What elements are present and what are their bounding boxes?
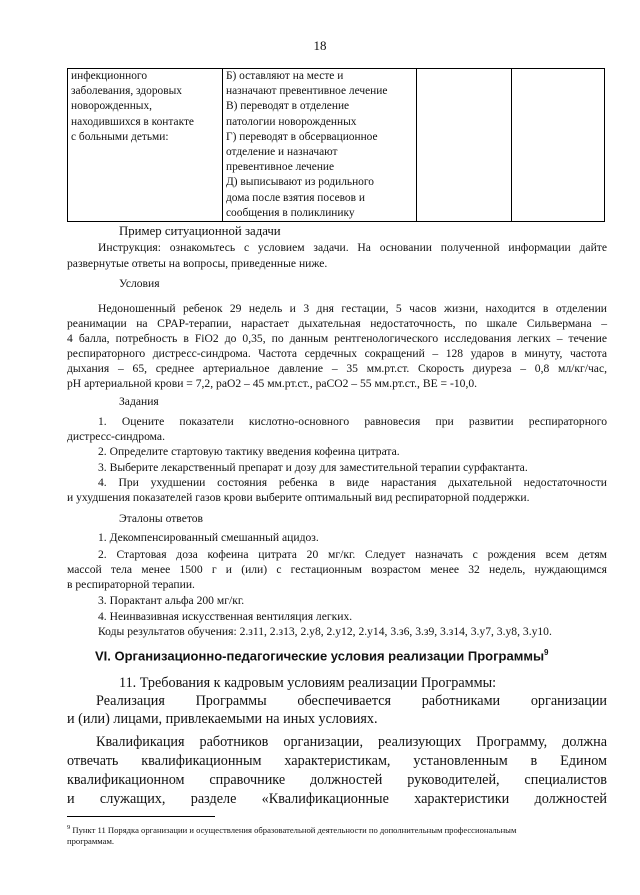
section-title (95, 648, 549, 663)
conditions-line: Недоношенный ребенок 29 недель и 3 дня гестации, 5 часов жизни, находится в отделении (98, 302, 607, 315)
example-heading: Пример ситуационной задачи (119, 224, 281, 238)
conditions-line: реанимации на CPAP-терапии, нарастает дыхательная недостаточность, по шкале Сильвермана – (67, 317, 607, 330)
body-line: и служащих, разделе «Квалификационные характеристики должностей (67, 791, 607, 807)
conditions-heading: Условия (119, 277, 160, 290)
table-text-line: отделение и назначают (226, 146, 338, 159)
conditions-line: респираторного дистресс-синдрома. Частота сердечных сокращений – 128 ударов в минуту, частота (67, 347, 607, 360)
instruction-line: развернутые ответы на вопросы, приведенные ниже. (67, 257, 328, 270)
footnote-text: Пункт 11 Порядка организации и осуществления образовательной деятельности по дополнительным профессиональным (72, 824, 517, 835)
task-line: дистресс-синдрома. (67, 430, 165, 443)
body-line: Реализация Программы обеспечивается работниками организации (96, 693, 607, 709)
answer-line: 3. Порактант альфа 200 мг/кг. (98, 594, 245, 607)
task-line: 4. При ухудшении состояния ребенка в виде нарастания дыхательной недостаточности (98, 476, 607, 489)
table-cell-empty (512, 69, 605, 222)
table-text-line: заболевания, здоровых (71, 85, 182, 98)
table-text-line: новорожденных, (71, 100, 153, 113)
table-text-line: Г) переводят в обсервационное (226, 130, 378, 143)
section-title-text: VI. Организационно-педагогические условия реализации Программы (95, 648, 545, 664)
conditions-line: дыхания – 65, среднее артериальное давление – 35 мм.рт.ст. Скорость диуреза – 0,8 мл/кг/час, (67, 362, 607, 375)
footnote-line: программам. (67, 835, 115, 846)
body-line: Квалификация работников организации, реализующих Программу, должна (96, 734, 607, 750)
table-text-line: дома после взятия посевов и (226, 191, 365, 204)
tasks-heading: Задания (119, 395, 159, 408)
task-line: 3. Выберите лекарственный препарат и дозу для заместительной терапии сурфактанта. (98, 461, 528, 474)
answer-table (67, 68, 605, 222)
table-text-line: Б) оставляют на месте и (226, 70, 344, 82)
table-text-line: с больными детьми: (71, 130, 169, 143)
table-cell-options (223, 69, 417, 222)
answer-line: 2. Стартовая доза кофеина цитрата 20 мг/кг. Следует назначать с рождения всем детям (98, 548, 607, 561)
table-text-line: назначают превентивное лечение (226, 85, 388, 98)
table-cell-question (68, 69, 223, 222)
body-line: квалификационном справочнике должностей руководителей, специалистов (67, 772, 607, 788)
table-cell-empty (417, 69, 512, 222)
answer-line: 4. Неинвазивная искусственная вентиляция легких. (98, 610, 353, 623)
table-text-line: превентивное лечение (226, 161, 335, 174)
table-text-line: патологии новорожденных (226, 115, 357, 128)
footnote-reference: 9 (544, 648, 549, 657)
task-line: и ухудшения показателей газов крови выберите оптимальный вид респираторной поддержки. (67, 491, 530, 504)
table-text-line: сообщения в поликлинику (226, 206, 355, 219)
table-text-line: инфекционного (71, 70, 148, 82)
table-row (68, 69, 605, 222)
table-text-line: Д) выписывают из родильного (226, 176, 374, 189)
conditions-line: pH артериальной крови = 7,2, paO2 – 45 мм.рт.ст., paCO2 – 55 мм.рт.ст., BE = -10,0. (67, 377, 478, 390)
answer-line: в респираторной терапии. (67, 578, 195, 591)
task-line: 1. Оцените показатели кислотно-основного равновесия при развитии респираторного (98, 415, 607, 428)
footnote-divider (67, 816, 215, 817)
learning-codes: Коды результатов обучения: 2.з11, 2.з13, 2.у8, 2.у12, 2.у14, 3.з6, 3.з9, 3.з14, 3.у7, 3.у8, 3.у10. (98, 625, 552, 638)
page-number: 18 (313, 38, 327, 53)
task-line: 2. Определите стартовую тактику введения кофеина цитрата. (98, 445, 400, 458)
body-line: отвечать квалификационным характеристикам, установленным в Едином (67, 753, 607, 769)
subsection-heading: 11. Требования к кадровым условиям реализации Программы: (119, 675, 497, 691)
footnote-line (67, 822, 607, 836)
footnote (67, 822, 607, 847)
conditions-line: 4 балла, потребность в FiO2 до 0,35, по данным рентгенологического исследования легких – течение (67, 332, 607, 345)
instruction-line: Инструкция: ознакомьтесь с условием задачи. На основании полученной информации дайте (98, 241, 607, 254)
footnote-mark: 9 (67, 824, 71, 831)
answer-line: массой тела менее 1500 г и (или) с гестационным возрастом менее 32 недель, нуждающимся (67, 563, 607, 576)
table-text-line: В) переводят в отделение (226, 100, 350, 113)
table-text-line: находившихся в контакте (71, 115, 194, 128)
answer-line: 1. Декомпенсированный смешанный ацидоз. (98, 531, 319, 544)
answers-heading: Эталоны ответов (119, 512, 204, 525)
body-line: и (или) лицами, привлекаемыми на иных условиях. (67, 711, 378, 727)
